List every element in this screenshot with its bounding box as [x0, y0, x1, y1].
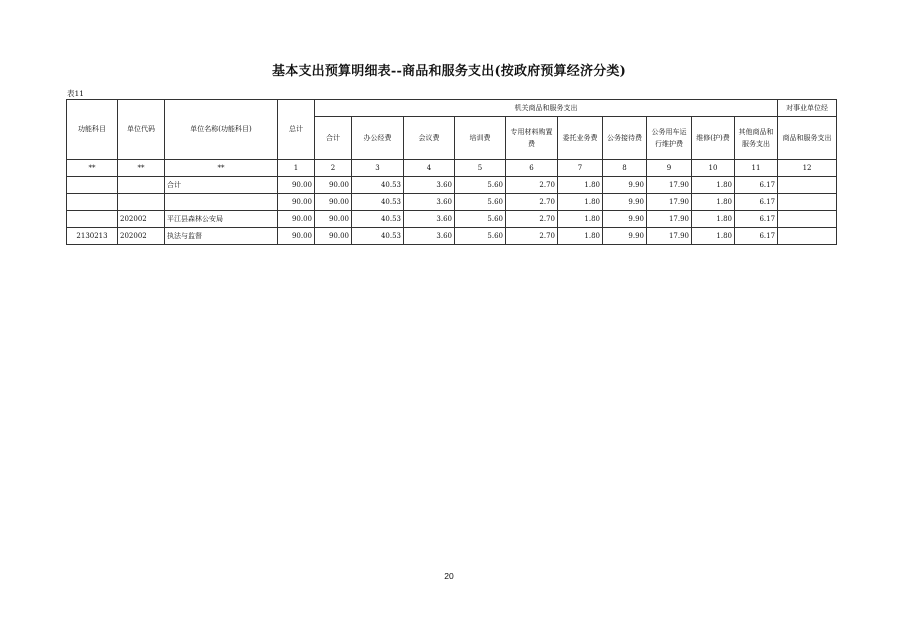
header-entrusted: 委托业务费 [558, 117, 603, 160]
training-cell: 5.60 [455, 194, 506, 211]
materials-cell: 2.70 [506, 194, 558, 211]
index-cell: ** [67, 160, 118, 177]
meeting-cell: 3.60 [404, 228, 455, 245]
index-cell: 6 [506, 160, 558, 177]
meeting-cell: 3.60 [404, 211, 455, 228]
other-cell: 6.17 [735, 194, 778, 211]
total-cell: 90.00 [278, 177, 315, 194]
materials-cell: 2.70 [506, 211, 558, 228]
office-cell: 40.53 [352, 177, 404, 194]
header-maintenance: 维修(护)费 [692, 117, 735, 160]
maintenance-cell: 1.80 [692, 228, 735, 245]
unit-code-cell: 202002 [118, 228, 165, 245]
header-subtotal: 合计 [315, 117, 352, 160]
index-cell: ** [118, 160, 165, 177]
total-cell: 90.00 [278, 211, 315, 228]
index-cell: 12 [778, 160, 837, 177]
header-group-org: 机关商品和服务支出 [315, 100, 778, 117]
subtotal-cell: 90.00 [315, 194, 352, 211]
header-materials: 专用材料购置费 [506, 117, 558, 160]
index-cell: 2 [315, 160, 352, 177]
vehicle-cell: 17.90 [647, 211, 692, 228]
reception-cell: 9.90 [603, 177, 647, 194]
other-cell: 6.17 [735, 211, 778, 228]
public-goods-cell [778, 228, 837, 245]
unit-name-cell: 执法与监督 [165, 228, 278, 245]
public-goods-cell [778, 211, 837, 228]
reception-cell: 9.90 [603, 194, 647, 211]
header-row-group [67, 100, 837, 117]
func-subject-cell [67, 211, 118, 228]
training-cell: 5.60 [455, 177, 506, 194]
header-group-public: 对事业单位经 [778, 100, 837, 117]
func-subject-cell [67, 194, 118, 211]
header-reception: 公务接待费 [603, 117, 647, 160]
header-training: 培训费 [455, 117, 506, 160]
index-cell: 8 [603, 160, 647, 177]
vehicle-cell: 17.90 [647, 177, 692, 194]
table-row [67, 177, 837, 194]
document-title: 基本支出预算明细表--商品和服务支出(按政府预算经济分类) [272, 64, 626, 79]
table-label: 表11 [67, 89, 85, 98]
index-cell: 5 [455, 160, 506, 177]
maintenance-cell: 1.80 [692, 177, 735, 194]
materials-cell: 2.70 [506, 177, 558, 194]
header-total: 总计 [278, 100, 315, 160]
reception-cell: 9.90 [603, 211, 647, 228]
index-cell: 11 [735, 160, 778, 177]
unit-name-cell [165, 194, 278, 211]
table-row [67, 194, 837, 211]
other-cell: 6.17 [735, 228, 778, 245]
total-cell: 90.00 [278, 228, 315, 245]
unit-name-cell: 平江县森林公安局 [165, 211, 278, 228]
header-unit-name: 单位名称(功能科目) [165, 100, 278, 160]
index-cell: ** [165, 160, 278, 177]
subtotal-cell: 90.00 [315, 228, 352, 245]
public-goods-cell [778, 177, 837, 194]
training-cell: 5.60 [455, 228, 506, 245]
unit-code-cell [118, 177, 165, 194]
vehicle-cell: 17.90 [647, 228, 692, 245]
entrusted-cell: 1.80 [558, 194, 603, 211]
subtotal-cell: 90.00 [315, 177, 352, 194]
index-cell: 7 [558, 160, 603, 177]
maintenance-cell: 1.80 [692, 194, 735, 211]
index-cell: 4 [404, 160, 455, 177]
office-cell: 40.53 [352, 211, 404, 228]
entrusted-cell: 1.80 [558, 177, 603, 194]
vehicle-cell: 17.90 [647, 194, 692, 211]
entrusted-cell: 1.80 [558, 228, 603, 245]
entrusted-cell: 1.80 [558, 211, 603, 228]
unit-code-cell: 202002 [118, 211, 165, 228]
header-office: 办公经费 [352, 117, 404, 160]
subtotal-cell: 90.00 [315, 211, 352, 228]
header-public-goods: 商品和服务支出 [778, 117, 837, 160]
header-unit-code: 单位代码 [118, 100, 165, 160]
func-subject-cell: 2130213 [67, 228, 118, 245]
office-cell: 40.53 [352, 194, 404, 211]
table-row [67, 228, 837, 245]
unit-name-cell: 合计 [165, 177, 278, 194]
materials-cell: 2.70 [506, 228, 558, 245]
index-cell: 10 [692, 160, 735, 177]
budget-table [66, 99, 837, 245]
page-number: 20 [444, 571, 454, 581]
other-cell: 6.17 [735, 177, 778, 194]
meeting-cell: 3.60 [404, 177, 455, 194]
index-cell: 1 [278, 160, 315, 177]
index-cell: 9 [647, 160, 692, 177]
office-cell: 40.53 [352, 228, 404, 245]
total-cell: 90.00 [278, 194, 315, 211]
meeting-cell: 3.60 [404, 194, 455, 211]
index-cell: 3 [352, 160, 404, 177]
training-cell: 5.60 [455, 211, 506, 228]
maintenance-cell: 1.80 [692, 211, 735, 228]
index-row [67, 160, 837, 177]
header-func-subject: 功能科目 [67, 100, 118, 160]
table-row [67, 211, 837, 228]
header-vehicle: 公务用车运行维护费 [647, 117, 692, 160]
func-subject-cell [67, 177, 118, 194]
unit-code-cell [118, 194, 165, 211]
header-other: 其他商品和服务支出 [735, 117, 778, 160]
public-goods-cell [778, 194, 837, 211]
header-meeting: 会议费 [404, 117, 455, 160]
reception-cell: 9.90 [603, 228, 647, 245]
